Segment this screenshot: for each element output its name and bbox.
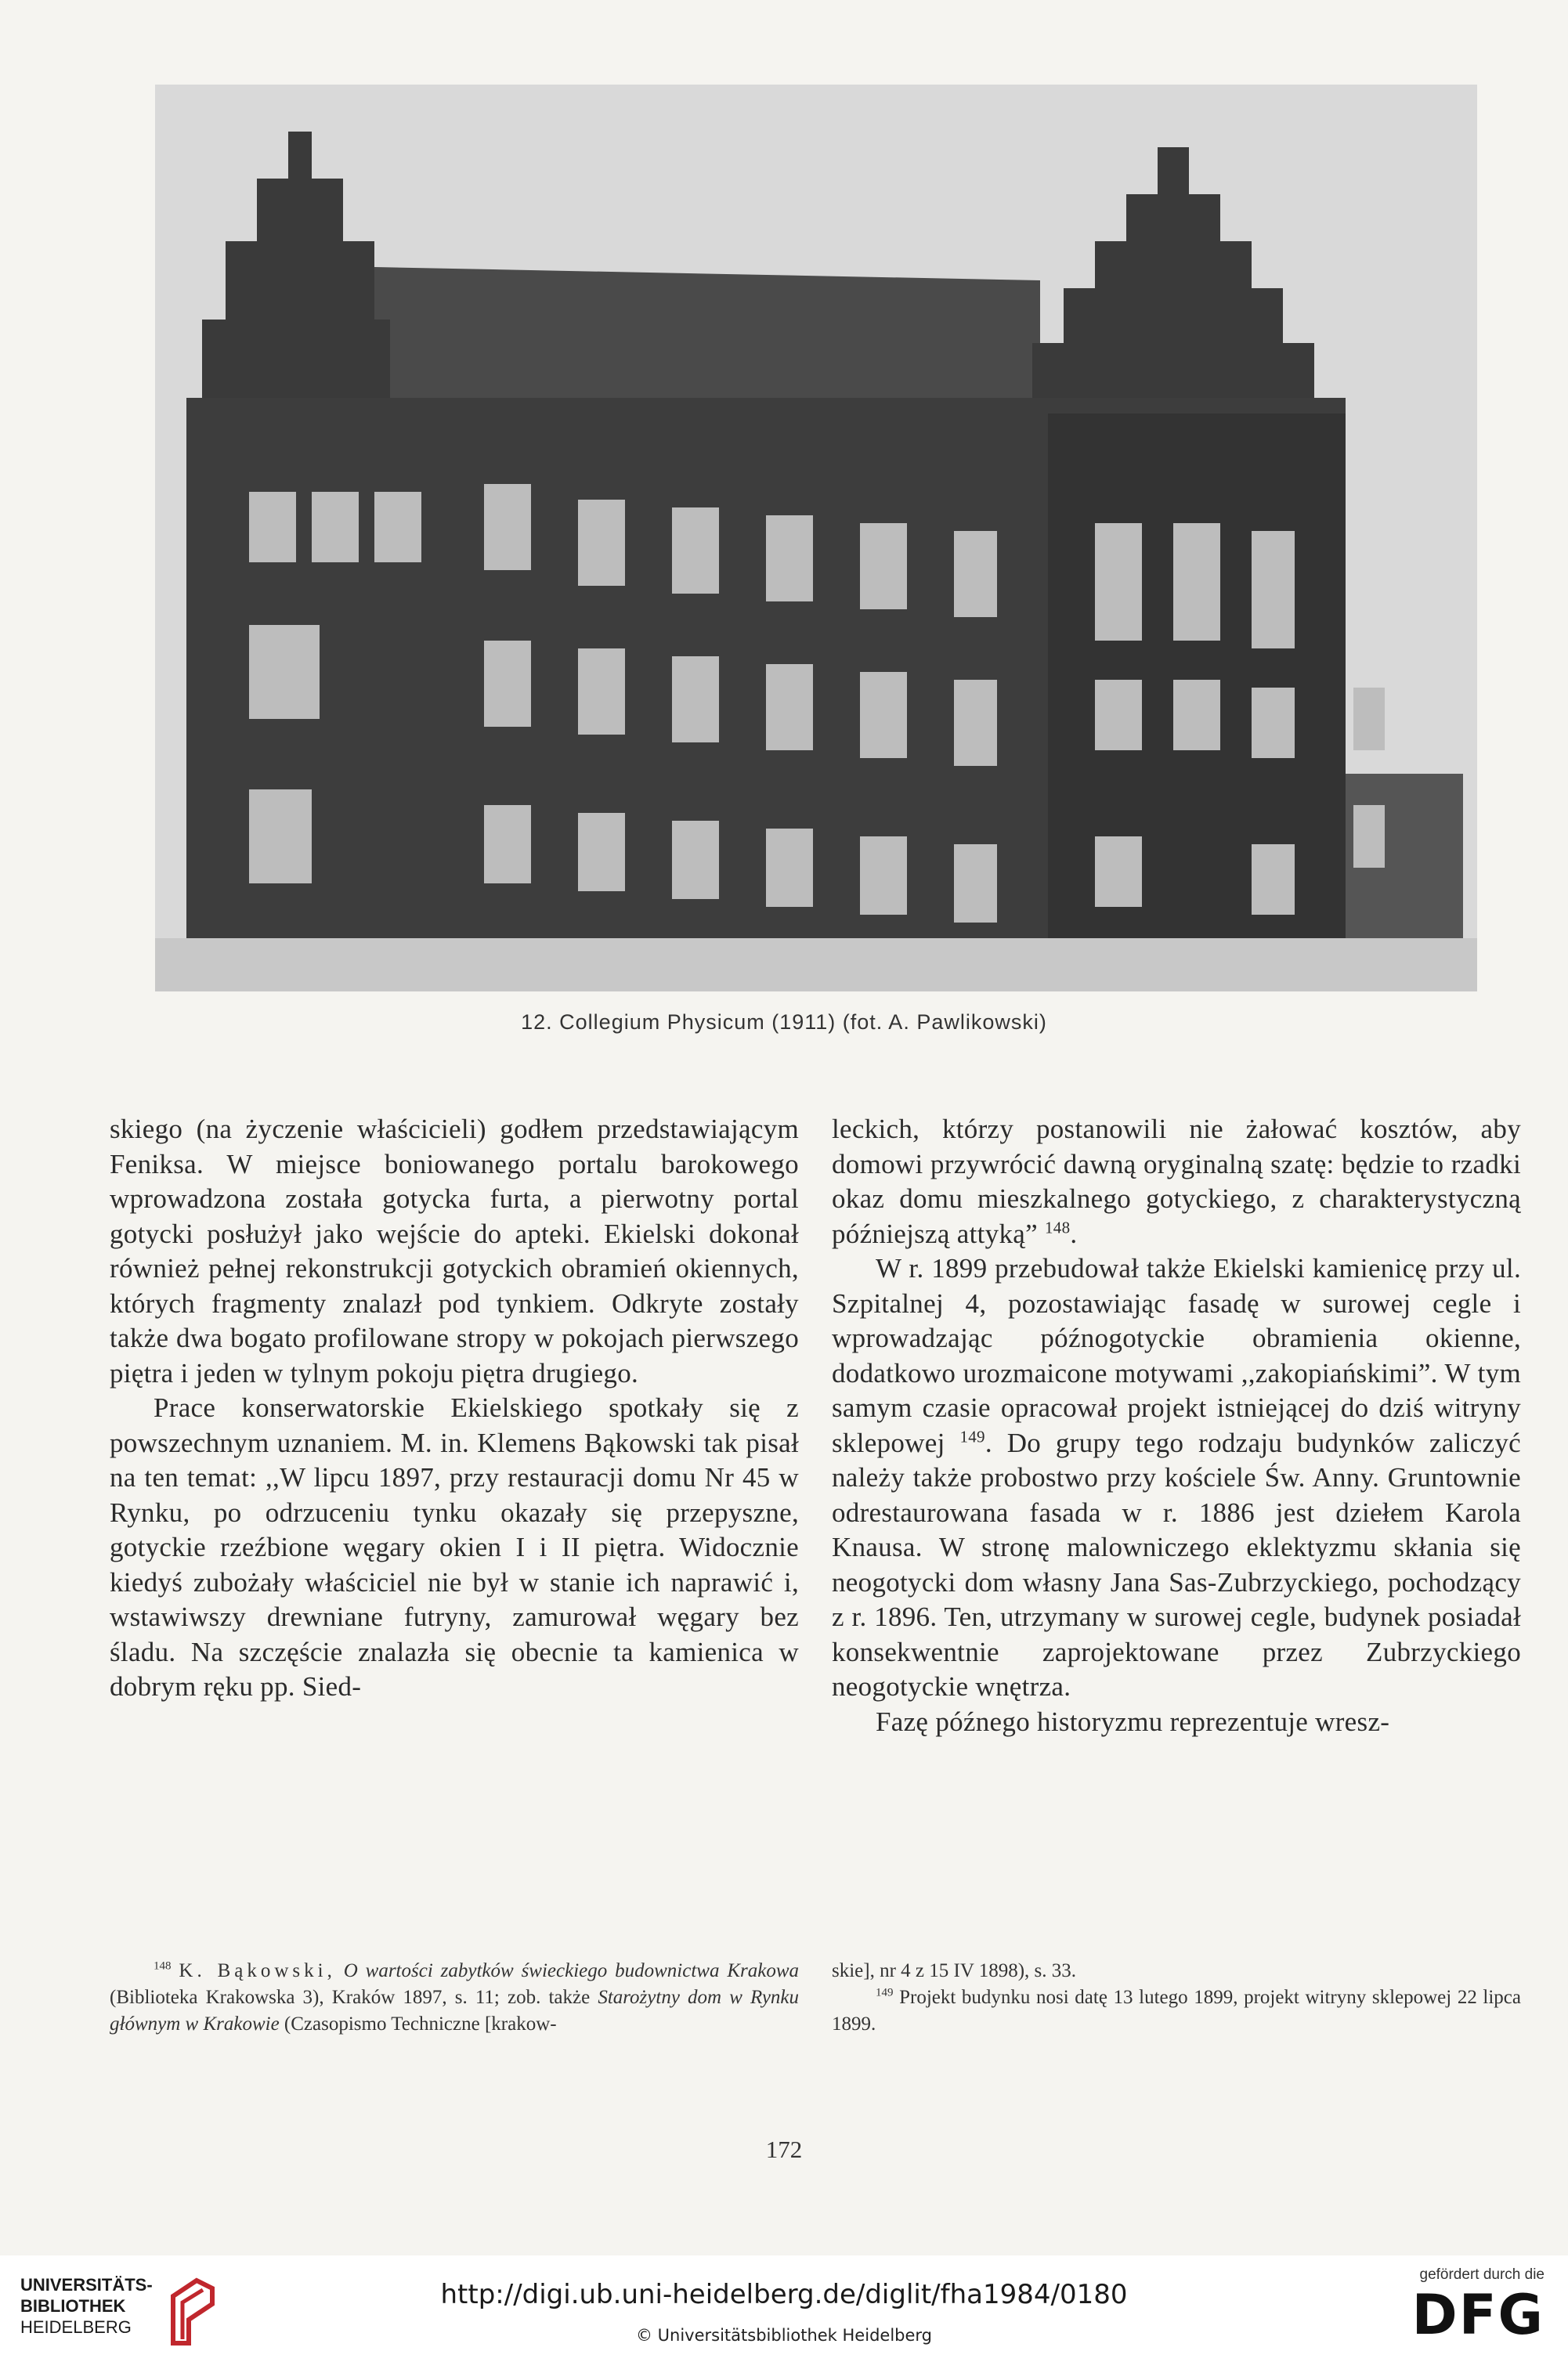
footnote-148 xyxy=(110,1958,799,2038)
page-number: 172 xyxy=(765,2136,803,2163)
footnote-ref[interactable]: 149 xyxy=(959,1426,985,1446)
footnote-149 xyxy=(832,1984,1521,2038)
funder-note: gefördert durch die xyxy=(1419,2266,1545,2283)
paragraph-text: . Do grupy tego rodzaju budynków zaliczyć należy także probostwo przy kościele Św. Anny. Gruntownie odrestaurowana fasada w r. 1886 jest dziełem Karola Knausa. W stronę malowniczego eklektyzmu skłania się neogotycki dom własny Jana Sas-Zubrzyckiego, pochodzący z r. 1896. Ten, utrzymany w surowej cegle, budynek posiadał konsekwentnie zaprojektowane przez Zubrzyckiego neogotyckie wnętrza. xyxy=(832,1427,1521,1702)
footnotes-left xyxy=(110,1958,799,2038)
paragraph: skiego (na życzenie właścicieli) godłem przedstawiającym Feniksa. W miejsce boniowanego portalu barokowego wprowadzona została gotycka furta, a pierwotny portal gotycki posłużył jako wejście do apteki. Ekielski dokonał również pełnej rekonstrukcji gotyckich obramień okiennych, których fragmenty znalazł pod tynkiem. Odkryte zostały także dwa bogato profilowane stropy w pokojach pierwszego piętra i jeden w tylnym pokoju piętra drugiego. xyxy=(110,1114,799,1389)
footnote-author: K. Bąkowski, xyxy=(179,1960,336,1981)
figure-caption: 12. Collegium Physicum (1911) (fot. A. Pawlikowski) xyxy=(521,1010,1047,1034)
copyright-notice: © Universitätsbibliothek Heidelberg xyxy=(635,2326,932,2345)
permalink-url[interactable]: http://digi.ub.uni-heidelberg.de/diglit/fha1984/0180 xyxy=(440,2279,1128,2310)
text-column-right xyxy=(832,1112,1521,1739)
footnote-title: Starożytny dom w Rynku głównym w Krakowie xyxy=(110,1987,800,2035)
footnote-text: Projekt budynku nosi datę 13 lutego 1899, projekt witryny sklepowej 22 lipca 1899. xyxy=(832,1987,1522,2035)
footnote-title: O wartości zabytków świeckiego budownictwa Krakowa xyxy=(343,1960,800,1981)
building-photograph xyxy=(155,85,1477,991)
punctuation: . xyxy=(1070,1218,1078,1249)
funder-logo[interactable] xyxy=(1388,2266,1545,2360)
dfg-logo: DFG xyxy=(1411,2283,1545,2347)
footnote-number: 148 xyxy=(154,1959,172,1973)
footnote-148-continued: skie], nr 4 z 15 IV 1898), s. 33. xyxy=(832,1960,1076,1981)
footnote-text: (Czasopismo Techniczne [krakow- xyxy=(284,2013,557,2035)
viewer-footer xyxy=(0,2255,1568,2369)
paragraph xyxy=(832,1251,1521,1705)
footnotes-right xyxy=(832,1958,1521,2038)
paragraph xyxy=(832,1112,1521,1251)
footnote-ref[interactable]: 148 xyxy=(1044,1217,1071,1237)
library-name-line: UNIVERSITÄTS- xyxy=(20,2275,153,2295)
paragraph: Fazę późnego historyzmu reprezentuje wresz- xyxy=(876,1706,1390,1737)
paragraph-text: leckich, którzy postanowili nie żałować kosztów, aby domowi przywrócić dawną oryginalną szatę: będzie to rzadki okaz domu mieszkalnego gotyckiego, z charakterystyczną późniejszą attyką” xyxy=(832,1114,1521,1249)
footnote-number: 149 xyxy=(876,1986,894,1999)
paragraph-text: W r. 1899 przebudował także Ekielski kamienicę przy ul. Szpitalnej 4, pozostawiając fasadę w surowej cegle i wprowadzając późnogotyckie obramienia okienne, dodatkowo urozmaicone motywami ,,zakopiańskimi”. W tym samym czasie opracował projekt istniejącej do dziś witryny sklepowej xyxy=(832,1253,1521,1458)
building-illustration xyxy=(155,85,1477,991)
library-name-line: HEIDELBERG xyxy=(20,2317,132,2337)
footnote-text: (Biblioteka Krakowska 3), Kraków 1897, s. 11; zob. także xyxy=(110,1987,591,2008)
text-column-left xyxy=(110,1112,799,1705)
paragraph: Prace konserwatorskie Ekielskiego spotkały się z powszechnym uznaniem. M. in. Klemens Bąkowski tak pisał na ten temat: ,,W lipcu 1897, przy restauracji domu Nr 45 w Rynku, po odrzuceniu tynku okazały się przepyszne, gotyckie rzeźbione węgary okien I i II piętra. Widocznie kiedyś zubożały właściciel nie był w stanie ich naprawić i, wstawiwszy drewniane futryny, zamurował węgary bez śladu. Na szczęście znalazła się obecnie ta kamienica w dobrym ręku pp. Sied- xyxy=(110,1392,799,1702)
library-name-line: BIBLIOTHEK xyxy=(20,2296,126,2316)
